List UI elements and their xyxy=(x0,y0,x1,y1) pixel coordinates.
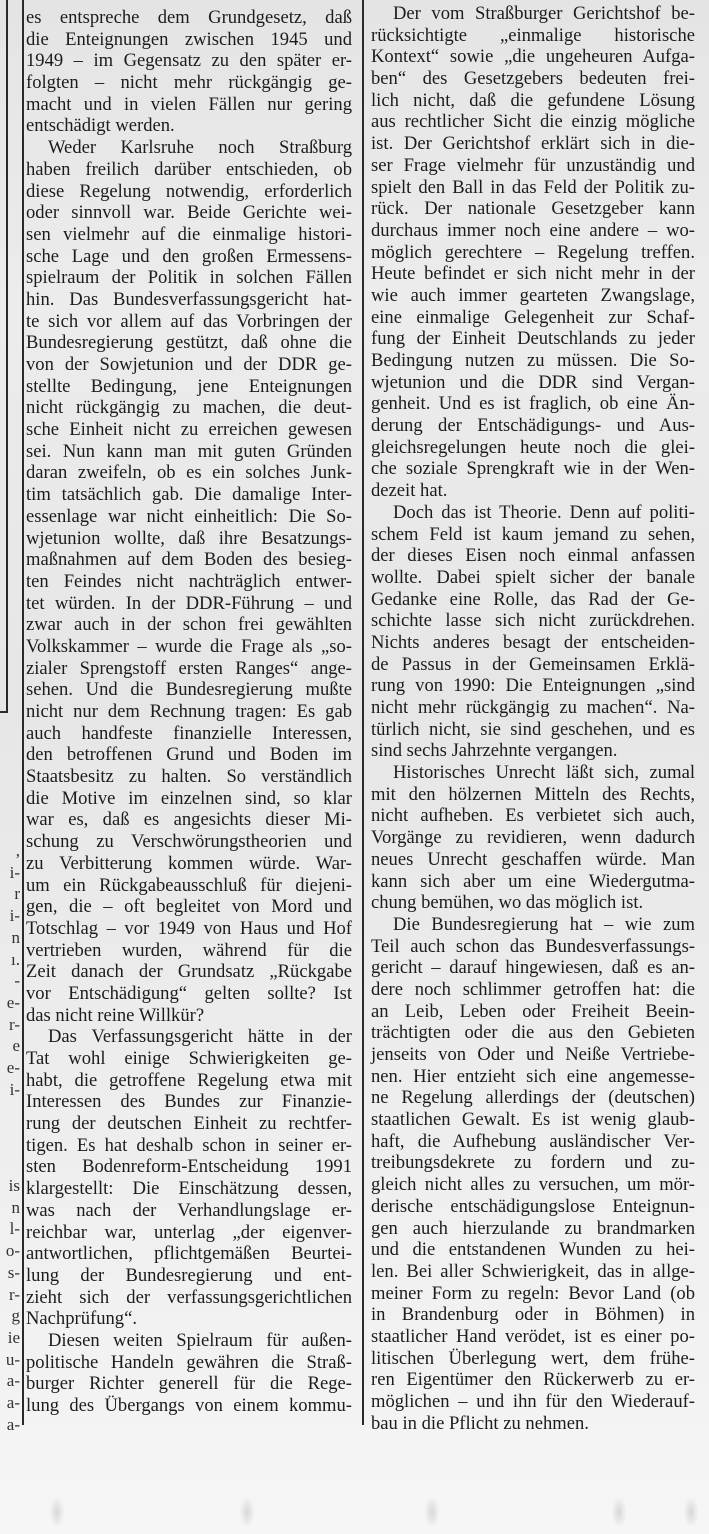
text-line: zieht sich der verfassungsgerichtlichen xyxy=(26,1286,352,1308)
text-fragment: a- xyxy=(6,1371,20,1391)
text-fragment: - xyxy=(14,971,20,991)
text-fragment: a- xyxy=(6,1414,20,1434)
text-line: kann sich aber um eine Wiedergutma- xyxy=(371,870,695,892)
text-line: Volkskammer – wurde die Frage als „so- xyxy=(26,635,352,657)
text-line: nicht rückgängig zu machen, die deut- xyxy=(26,397,352,419)
text-line: burger Richter generell für die Rege- xyxy=(26,1373,352,1395)
paper-mark xyxy=(240,1498,254,1526)
paragraph xyxy=(371,502,695,762)
text-line: Nichts anderes besagt der entscheiden- xyxy=(371,631,695,653)
column-rule-left xyxy=(22,0,24,1425)
text-line: schem Feld ist kaum jemand zu sehen, xyxy=(371,523,695,545)
text-line: sche Einheit nicht zu erreichen gewesen xyxy=(26,419,352,441)
text-line: nen. Hier entzieht sich eine angemesse- xyxy=(371,1065,695,1087)
text-line: Das Verfassungsgericht hätte in der xyxy=(48,1026,352,1048)
text-line: lich nicht, daß die gefundene Lösung xyxy=(371,89,695,111)
text-line: macht und in vielen Fällen nur gering xyxy=(26,93,352,115)
text-fragment: e- xyxy=(6,1058,20,1078)
text-line: gen auch hierzulande zu brandmarken xyxy=(371,1217,695,1239)
text-line: politische Handeln gewähren die Straß- xyxy=(26,1351,352,1373)
text-line: staatlicher Hand verödet, ist es einer po- xyxy=(371,1325,695,1347)
text-line: Teil auch schon das Bundesverfassungs- xyxy=(371,935,695,957)
text-line: Vorgänge zu revidieren, wenn dadurch xyxy=(371,827,695,849)
text-line: sen vielmehr auf die einmalige histori- xyxy=(26,223,352,245)
text-line: sehen. Und die Bundesregierung mußte xyxy=(26,679,352,701)
text-line: daran zweifeln, ob es ein solches Junk- xyxy=(26,462,352,484)
text-line: folgten – nicht mehr rückgängig ge- xyxy=(26,72,352,94)
text-line: oder sinnvoll war. Beide Gerichte wei- xyxy=(26,202,352,224)
text-line: staatlichen Gewalt. Es ist wenig glaub- xyxy=(371,1109,695,1131)
paper-mark xyxy=(50,1498,64,1526)
text-line: gleich nicht alles zu versuchen, um mör- xyxy=(371,1174,695,1196)
text-line: fung der Einheit Deutschlands zu jeder xyxy=(371,328,695,350)
text-line: nicht mehr rückgängig zu machen“. Na- xyxy=(371,697,695,718)
text-line: tigen. Es hat deshalb schon in seiner er- xyxy=(26,1134,352,1156)
text-line: chung bemühen, wo das möglich ist. xyxy=(371,892,644,914)
text-line: durchaus immer noch eine andere – wo- xyxy=(371,219,695,241)
text-line: spielraum der Politik in solchen Fällen xyxy=(26,267,352,289)
text-line: antwortlichen, pflichtgemäßen Beurtei- xyxy=(26,1243,352,1265)
paragraph xyxy=(371,914,695,1435)
text-fragment: e xyxy=(12,1036,20,1056)
text-line: zu Verbitterung kommen würde. War- xyxy=(26,852,352,874)
text-line: nicht nur dem Rechnung tragen: Es gab xyxy=(26,701,352,722)
text-line: mit den hölzernen Mitteln des Rechts, xyxy=(371,783,695,805)
text-line: len. Bei aller Schwierigkeit, das in allge- xyxy=(371,1260,695,1282)
text-fragment: n xyxy=(11,1197,20,1217)
text-line: den betroffenen Grund und Boden im xyxy=(26,744,352,766)
text-line: Tat wohl einige Schwierigkeiten ge- xyxy=(26,1048,352,1069)
text-fragment: r xyxy=(14,884,20,904)
paragraph xyxy=(26,137,352,1026)
paragraph xyxy=(26,1330,352,1417)
paragraph xyxy=(371,762,695,914)
text-line: das nicht reine Willkür? xyxy=(26,1004,205,1026)
text-line: stellte Bedingung, jene Enteignungen xyxy=(26,375,352,397)
text-fragment: ı. xyxy=(11,949,20,969)
box-border-bottom xyxy=(0,711,8,713)
column-rule-middle xyxy=(362,0,364,1425)
text-line: treibungsdekrete zu fordern und zu- xyxy=(371,1152,695,1174)
text-fragment: a- xyxy=(6,1393,20,1413)
text-line: Kontext“ sowie „die ungeheuren Aufga- xyxy=(371,46,695,68)
text-line: Weder Karlsruhe noch Straßburg xyxy=(48,137,352,159)
text-line: te sich vor allem auf das Vorbringen der xyxy=(26,310,352,332)
text-line: che soziale Sprengkraft wie in der Wen- xyxy=(371,458,695,480)
text-line: maßnahmen auf dem Boden des besieg- xyxy=(26,549,352,571)
text-fragment: i- xyxy=(9,862,20,882)
text-line: ist. Der Gerichtshof erklärt sich in die- xyxy=(371,133,695,155)
text-line: litischen Überlegung wert, dem frühe- xyxy=(371,1347,695,1369)
text-line: dere noch schlimmer getroffen hat: die xyxy=(371,978,695,1000)
text-line: Bedingung nutzen zu müssen. Die So- xyxy=(371,350,695,371)
text-line: war es, daß es angesichts dieser Mi- xyxy=(26,809,352,831)
text-line: in Brandenburg oder in Böhmen) in xyxy=(371,1304,695,1326)
text-line: hin. Das Bundesverfassungsgericht hat- xyxy=(26,288,352,310)
text-line: vor Entschädigung“ gelten sollte? Ist xyxy=(26,982,352,1004)
text-line: Gedanke eine Rolle, das Rad der Ge- xyxy=(371,588,695,610)
text-line: entschädigt werden. xyxy=(26,115,175,137)
text-line: aus rechtlicher Sicht die einzig mögliche xyxy=(371,111,695,133)
text-line: um ein Rückgabeausschluß für diejeni- xyxy=(26,874,352,896)
text-line: von der Sowjetunion und der DDR ge- xyxy=(26,354,352,375)
text-line: derung der Entschädigungs- und Aus- xyxy=(371,415,695,437)
text-line: Nachprüfung“. xyxy=(26,1308,137,1330)
text-fragment: is xyxy=(8,1176,20,1195)
text-line: Doch das ist Theorie. Denn auf politi- xyxy=(393,501,695,523)
text-line: rung von 1990: Die Enteignungen „sind xyxy=(371,675,695,697)
paragraph xyxy=(26,7,352,137)
text-line: rücksichtigte „einmalige historische xyxy=(371,24,695,46)
text-line: und die entstandenen Wunden zu hei- xyxy=(371,1239,695,1261)
text-line: diese Regelung notwendig, erforderlich xyxy=(26,180,352,202)
text-line: bau in die Pflicht zu nehmen. xyxy=(371,1412,589,1434)
text-line: ren Eigentümer den Rückerwerb zu er- xyxy=(371,1369,695,1391)
text-fragment: s- xyxy=(7,1262,20,1282)
text-line: derische entschädigungslose Enteignun- xyxy=(371,1195,695,1217)
text-line: wjetunion wollte, daß ihre Besatzungs- xyxy=(26,527,352,549)
text-line: meiner Form zu regeln: Bevor Land (ob xyxy=(371,1282,695,1304)
text-line: die Enteignungen zwischen 1945 und xyxy=(26,28,352,50)
text-line: vertrieben wurden, während für die xyxy=(26,939,352,961)
text-line: rung der deutschen Einheit zu rechtfer- xyxy=(26,1113,352,1135)
text-line: zialer Sprengstoff ersten Ranges“ ange- xyxy=(26,657,352,679)
paper-mark xyxy=(612,1498,626,1526)
text-line: zwar auch in der schon frei gewählten xyxy=(26,614,352,636)
text-fragment: n xyxy=(11,927,20,947)
text-line: auch handfeste finanzielle Interessen, xyxy=(26,722,352,744)
text-line: ten Feindes nicht nachträglich entwer- xyxy=(26,570,352,592)
paragraph xyxy=(26,1026,352,1330)
text-line: gen, die – oft begleitet von Mord und xyxy=(26,896,352,918)
text-line: ben“ des Gesetzgebers bedeuten frei- xyxy=(371,68,695,90)
text-line: haft, die Aufhebung ausländischer Ver- xyxy=(371,1130,695,1152)
text-fragment: i- xyxy=(9,1079,20,1099)
text-line: schichte lasse sich nicht zurückdrehen. xyxy=(371,610,695,632)
text-line: ne Regelung allerdings der (deutschen) xyxy=(371,1087,695,1109)
text-line: trächtigten oder die aus den Gebieten xyxy=(371,1022,695,1044)
text-line: wjetunion und die DDR sind Vergan- xyxy=(371,371,695,393)
text-line: Heute befindet er sich nicht mehr in der xyxy=(371,263,695,285)
text-line: reichbar war, unterlag „der eigenver- xyxy=(26,1221,352,1243)
text-line: Totschlag – vor 1949 von Haus und Hof xyxy=(26,917,352,939)
text-line: habt, die getroffene Regelung etwa mit xyxy=(26,1069,352,1091)
text-line: Der vom Straßburger Gerichtshof be- xyxy=(393,3,695,24)
text-line: Zeit danach der Grundsatz „Rückgabe xyxy=(26,961,352,983)
text-line: eine einmalige Gelegenheit zur Schaf- xyxy=(371,306,695,328)
text-fragment: o- xyxy=(5,1241,20,1261)
text-line: was nach der Verhandlungslage er- xyxy=(26,1199,352,1221)
text-line: Diesen weiten Spielraum für außen- xyxy=(48,1329,352,1351)
text-line: gericht – darauf hingewiesen, daß es an- xyxy=(371,957,695,979)
text-line: wie auch immer gearteten Zwangslage, xyxy=(371,284,695,306)
text-line: Die Bundesregierung hat – wie zum xyxy=(393,913,695,935)
text-line: ser Frage vielmehr für unzuständig und xyxy=(371,154,695,176)
previous-column-fragments-lower xyxy=(0,1175,20,1435)
text-line: genheit. Und es ist fraglich, ob eine Än- xyxy=(371,393,695,415)
text-line: dezeit hat. xyxy=(371,480,448,502)
text-line: essenlage war nicht einheitlich: Die So- xyxy=(26,505,352,527)
text-line: tim tatsächlich gab. Die damalige Inter- xyxy=(26,484,352,506)
text-line: rück. Der nationale Gesetzgeber kann xyxy=(371,198,695,220)
text-line: spielt den Ball in das Feld der Politik zu- xyxy=(371,176,695,198)
text-line: jenseits von Oder und Neiße Vertriebe- xyxy=(371,1044,695,1065)
text-line: lung der Bundesregierung und ent- xyxy=(26,1264,352,1286)
text-line: an Leib, Leben oder Freiheit Beein- xyxy=(371,1000,695,1022)
text-line: tet würden. In der DDR-Führung – und xyxy=(26,592,352,614)
text-fragment: ie xyxy=(7,1327,20,1347)
text-line: neues Unrecht geschaffen würde. Man xyxy=(371,848,695,870)
text-line: der dieses Eisen noch einmal anfassen xyxy=(371,545,695,567)
text-line: es entspreche dem Grundgesetz, daß xyxy=(26,7,352,28)
text-line: Interessen des Bundes zur Finanzie- xyxy=(26,1091,352,1113)
text-line: haben freilich darüber entschieden, ob xyxy=(26,158,352,180)
text-line: möglichen – und ihn für den Wiederauf- xyxy=(371,1391,695,1412)
article-column-left xyxy=(26,7,352,1417)
text-line: schung zu Verschwörungstheorien und xyxy=(26,831,352,853)
text-fragment: i- xyxy=(9,906,20,926)
text-line: nicht aufheben. Es verbietet sich auch, xyxy=(371,805,695,827)
text-line: de Passus in der Gemeinsamen Erklä- xyxy=(371,653,695,675)
paper-mark xyxy=(684,1498,698,1526)
text-line: 1949 – im Gegensatz zu den später er- xyxy=(26,50,352,72)
paragraph xyxy=(371,3,695,502)
text-line: sten Bodenreform-Entscheidung 1991 xyxy=(26,1156,352,1178)
text-fragment: e- xyxy=(6,992,20,1012)
text-line: klargestellt: Die Einschätzung dessen, xyxy=(26,1178,352,1200)
text-line: Bundesregierung gestützt, daß ohne die xyxy=(26,332,352,354)
text-line: sind sechs Jahrzehnte vergangen. xyxy=(371,740,618,762)
text-line: wollte. Dabei spielt sicher der banale xyxy=(371,566,695,588)
text-line: türlich nicht, sie sind geschehen, und es xyxy=(371,718,695,740)
paper-mark xyxy=(425,1498,439,1526)
text-line: lung des Übergangs von einem kommu- xyxy=(26,1395,352,1416)
text-line: möglich gerechtere – Regelung treffen. xyxy=(371,241,695,263)
text-fragment: u- xyxy=(5,1349,20,1369)
text-line: gleichsregelungen heute noch die glei- xyxy=(371,436,695,458)
text-fragment: r- xyxy=(9,1284,20,1304)
text-line: sei. Nun kann man mit guten Gründen xyxy=(26,440,352,462)
text-fragment: , xyxy=(15,841,20,860)
box-border-left xyxy=(6,0,8,712)
text-fragment: l- xyxy=(9,1219,20,1239)
text-line: Historisches Unrecht läßt sich, zumal xyxy=(393,762,695,784)
text-line: sche Lage und den großen Ermessens- xyxy=(26,245,352,267)
previous-column-fragments-upper xyxy=(0,840,20,1100)
text-line: die Motive im einzelnen sind, so klar xyxy=(26,787,352,809)
text-line: Staatsbesitz zu halten. So verständlich xyxy=(26,766,352,788)
article-column-right xyxy=(371,3,695,1434)
text-fragment: r- xyxy=(9,1014,20,1034)
text-fragment: g xyxy=(11,1306,20,1326)
